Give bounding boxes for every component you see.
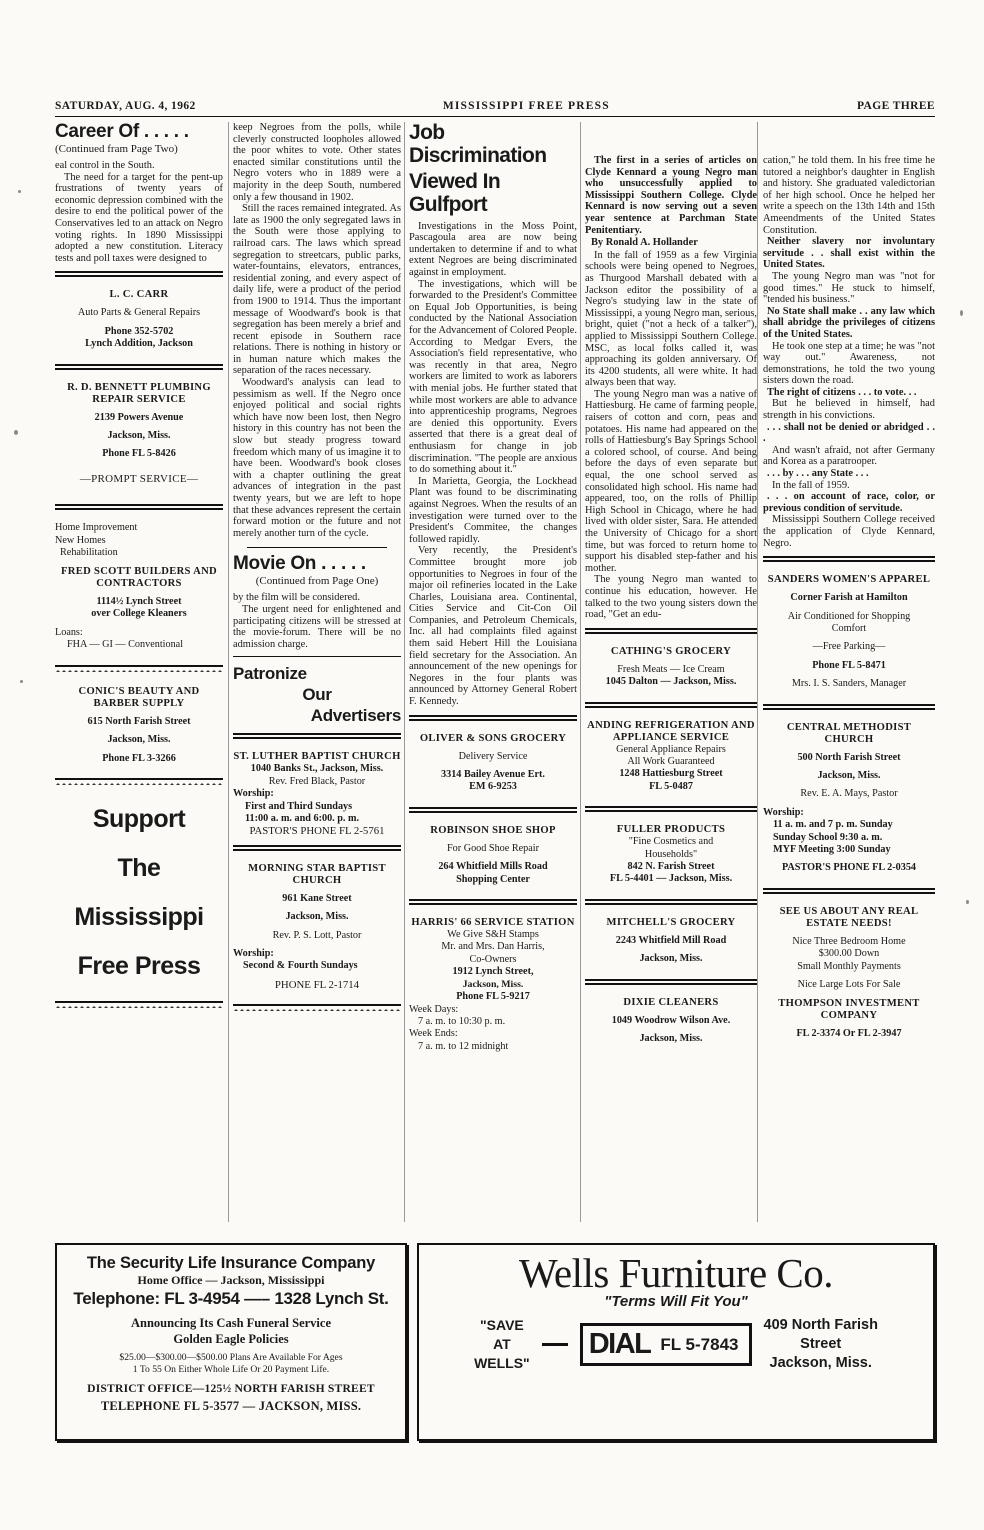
ad-address-line: 409 North Farish (763, 1317, 878, 1333)
ad-worship-line: MYF Meeting 3:00 Sunday (773, 844, 891, 856)
ad-company-name: THOMPSON INVESTMENT COMPANY (778, 997, 920, 1021)
career-of-body (55, 160, 223, 264)
ad-rule-wavy (55, 665, 223, 672)
ad-line-bold: 1045 Dalton — Jackson, Miss. (605, 676, 737, 688)
ad-name: SANDERS WOMEN'S APPAREL (767, 574, 931, 586)
ad-announce-line-1: Announcing Its Cash Funeral Service (130, 1316, 332, 1330)
ad-announce-line-2: Golden Eagle Policies (173, 1331, 289, 1346)
scan-speck (960, 310, 963, 316)
ad-rule (409, 807, 577, 812)
ad-rule (585, 628, 757, 633)
jd-para-3: Very recently, the President's Committee brought more job opportunities to Negroes in four of the major oil refineries located in the Lake Charles, Louisiana area. Continental, Cities Service and Cit-Con Oil Companies, and Petroleum Chemicals, Inc. all had complaints filed against them said Hebert Hill the Louisiana field secretary for the Association. An announcement of the new openings for Negores in the four plants was announced by Attorney General Robert F. Kennedy. (409, 545, 577, 708)
ad-line: Households" (644, 848, 698, 860)
ad-tagline: —PROMPT SERVICE— (79, 472, 199, 485)
ad-save-line: AT (493, 1336, 511, 1352)
ad-dixie-cleaners (585, 991, 757, 1046)
house-ad-rule-bottom (55, 1001, 223, 1008)
ad-conics-beauty (55, 680, 223, 771)
ad-worship-line: 11 a. m. and 7 p. m. Sunday (773, 819, 893, 831)
ad-oliver-sons-grocery (409, 727, 577, 800)
ad-line: General Appliance Repairs (616, 743, 726, 755)
ad-name: ANDING REFRIGERATION AND APPLIANCE SERVICE (587, 719, 755, 743)
scan-speck (20, 680, 23, 683)
masthead-rule (55, 116, 935, 117)
ad-fine-print-1: $25.00—$300.00—$500.00 Plans Are Available For Ages (119, 1352, 343, 1363)
patronize-our-advertisers (233, 663, 401, 726)
ad-line-bold: 264 Whitfield Mills Road (438, 861, 548, 873)
bottom-ad-row (55, 1243, 935, 1453)
scan-speck (14, 430, 18, 435)
kennard-body-col4 (585, 155, 757, 621)
ad-line: For Good Shoe Repair (447, 842, 539, 854)
ad-rule (585, 806, 757, 811)
ad-line: Mr. and Mrs. Dan Harris, (441, 941, 545, 953)
ad-rule (55, 504, 223, 509)
ad-line-bold: Phone FL 5-8426 (102, 448, 176, 460)
ad-line-bold: 1114½ Lynch Street (96, 595, 182, 607)
scan-speck (18, 190, 21, 193)
ad-worship-line: First and Third Sundays (245, 800, 353, 812)
jd-para-2: In Marietta, Georgia, the Lockhead Plant was found to be discriminating against Negroes. When the results of an investigation were turned over to the President's Commitee, the changes followed rapidly. (409, 475, 577, 545)
ad-line-bold: FL 5-0487 (649, 780, 693, 792)
column-divider-2 (404, 122, 405, 1222)
ad-line: Rev. Fred Black, Pastor (268, 775, 366, 787)
ad-line-bold: 2243 Whitfield Mill Road (615, 934, 727, 946)
ad-title: The Security Life Insurance Company (86, 1254, 376, 1272)
kennard-c5-para-0: cation," he told them. In his free time he tutored a neighbor's daughter in English and history. She graduated valedictorian of her high school. Once he helped her write a speech on the 13th 14th and 15th Ameendments of the United States Constitution. (763, 155, 935, 236)
ad-name: FULLER PRODUCTS (616, 824, 726, 836)
ad-save-line: WELLS" (474, 1355, 530, 1371)
ad-line-bold: Phone FL 3-3266 (102, 752, 176, 764)
column-grid (55, 122, 935, 1222)
ad-pastor-phone: PASTOR'S PHONE FL 2-5761 (249, 825, 385, 838)
ad-rule (585, 979, 757, 984)
column-divider-4 (757, 122, 758, 1222)
kennard-c5-para-2: He took one step at a time; he was "not way out." Awareness, not demonstrations, he told the two young sisters down the road. (763, 340, 935, 387)
kennard-amendment-5: . . . by . . . any State . . . (767, 468, 869, 480)
ad-name: R. D. BENNETT PLUMBING REPAIR SERVICE (67, 381, 211, 405)
ad-line-bold: 1912 Lynch Street, (452, 966, 534, 978)
ad-manager: Mrs. I. S. Sanders, Manager (791, 678, 907, 690)
ad-line-bold: EM 6-9253 (469, 781, 517, 793)
masthead-date: SATURDAY, AUG. 4, 1962 (55, 100, 196, 112)
ad-worship-label: Worship: (233, 947, 274, 959)
ad-worship-label: Worship: (233, 788, 274, 800)
column-divider-1 (228, 122, 229, 1222)
ad-line: Delivery Service (458, 750, 528, 762)
ad-slogan: "Terms Will Fit You" (604, 1293, 748, 1310)
ad-line-bold: Jackson, Miss. (285, 911, 349, 923)
patronize-rule-bottom (233, 733, 401, 738)
ad-dial-word: DIAL (588, 1328, 651, 1360)
ad-central-methodist-church (763, 716, 935, 881)
ad-cathings-grocery (585, 640, 757, 695)
ad-morning-star-baptist-church (233, 857, 401, 997)
ad-address-line: Jackson, Miss. (769, 1355, 872, 1371)
ad-rule (585, 702, 757, 707)
ad-harris-66-service-station (409, 911, 577, 1053)
ad-pastor-phone: PASTOR'S PHONE FL 2-0354 (781, 862, 917, 874)
column-3 (409, 122, 577, 1222)
ad-mitchells-grocery (585, 911, 757, 972)
kennard-c5-para-5: In the fall of 1959. (772, 479, 850, 491)
kennard-c5-para-3: But he believed in himself, had strength in his convictions. (763, 398, 935, 422)
kennard-c5-para-1: The young Negro man was "not for good times." He stuck to himself, "tended his business." (763, 270, 935, 306)
house-ad-rule (55, 778, 223, 785)
ad-phone: FL 2-3374 Or FL 2-3947 (796, 1027, 902, 1039)
movie-on-body (233, 592, 401, 650)
ad-robinson-shoe-shop (409, 819, 577, 892)
ad-rule (55, 271, 223, 276)
ad-free-parking: —Free Parking— (812, 641, 886, 653)
ad-dial-number: FL 5-7843 (660, 1334, 739, 1354)
kennard-lead: The first in a series of articles on Clyde Kennard a young Negro man who unsuccessfully applied to Mississippi Southern College. Clyde Kennard is now serving out a seven year sentence at Parchman State Penitentiary. (585, 155, 757, 236)
career-para-1: The need for a target for the pent-up frustrations of twenty years of economic depression combined with the desire to end the political power of the Conservatives led to an attack on Negro voting rights. In 1890 Mississippi adopted a new constitution. Literacy tests and poll taxes were designed to (55, 171, 223, 264)
ad-name: HARRIS' 66 SERVICE STATION (411, 917, 575, 929)
job-discrimination-body (409, 221, 577, 708)
ad-dial-box (580, 1323, 752, 1366)
kennard-para-0: In the fall of 1959 as a few Virginia schools were being opened to Negroes, as Thurgood Marshall debated with a Jackson editor the possibility of a Negro's studying law in the state of Mississippi, a young Negro man, serious, bright, quiet ("not a heck of a talker"), applied to Mississippi Southern College. MSC, as local folks called it, was approaching its golden anniversary. Of its 4200 students, all were white. It had always been that way. (585, 249, 757, 389)
ad-rule (233, 845, 401, 850)
ad-line-bold: 961 Kane Street (282, 892, 352, 904)
ad-line-bold: Jackson, Miss. (107, 734, 171, 746)
ad-loans-label: Loans: (55, 626, 83, 638)
masthead (55, 96, 935, 116)
house-ad-line: Free Press (77, 952, 201, 981)
ad-rule (763, 556, 935, 561)
ad-pastor-phone: PHONE FL 2-1714 (274, 978, 360, 991)
ad-line-bold: FL 5-4401 — Jackson, Miss. (609, 873, 733, 885)
ad-wells-furniture (417, 1243, 935, 1441)
ad-st-luther-baptist-church (233, 745, 401, 837)
ad-line-bold: Jackson, Miss. (639, 1033, 703, 1045)
ad-line-bold: Jackson, Miss. (639, 953, 703, 965)
kennard-byline: By Ronald A. Hollander (591, 237, 698, 249)
ad-rule (585, 899, 757, 904)
ad-line-bold: Corner Farish at Hamilton (790, 592, 908, 604)
kennard-amendment-4: . . . shall not be denied or abridged . . . (763, 421, 935, 445)
ad-hours-line: Week Days: (409, 1003, 459, 1015)
ad-line-bold: over College Kleaners (91, 608, 187, 620)
ad-line: Auto Parts & General Repairs (77, 307, 201, 319)
ad-line-bold: Jackson, Miss. (817, 770, 881, 782)
jd-para-0: Investigations in the Moss Point, Pascagoula area are now being undertaken to determine if and to what extent Negroes are being discriminated against in employment. (409, 220, 577, 279)
movie-para-0: by the film will be considered. (233, 592, 360, 604)
ad-name: ROBINSON SHOE SHOP (430, 824, 556, 836)
ad-line: Rev. P. S. Lott, Pastor (272, 929, 362, 941)
ad-line: Nice Large Lots For Sale (797, 979, 901, 991)
scan-speck (966, 900, 969, 904)
ad-name: DIXIE CLEANERS (623, 996, 719, 1008)
ad-fine-print-2: 1 To 55 On Either Whole Life Or 20 Payment Life. (132, 1364, 330, 1375)
ad-save-at-wells (474, 1316, 530, 1373)
ad-lc-carr (55, 283, 223, 356)
ad-line-bold: 842 N. Farish Street (627, 861, 715, 872)
ad-name: CENTRAL METHODIST CHURCH (786, 721, 912, 745)
kennard-amendment-3: The right of citizens . . . to vote. . . (767, 386, 917, 398)
patronize-line: Our (302, 685, 332, 705)
column-1 (55, 122, 223, 1222)
kennard-body-col5 (763, 155, 935, 549)
ad-rule (763, 704, 935, 709)
ad-line: Rehabilitation (60, 547, 118, 559)
ad-fuller-products (585, 818, 757, 892)
ad-store-name: Wells Furniture Co. (518, 1250, 834, 1296)
ad-name: MITCHELL'S GROCERY (606, 916, 736, 928)
ad-address-line: Street (800, 1336, 842, 1352)
ad-loans-types: FHA — GI — Conventional (67, 639, 184, 651)
ad-fred-scott-builders (55, 516, 223, 658)
ad-line-bold: 500 North Farish Street (797, 751, 901, 763)
movie-on-continued: (Continued from Page One) (255, 575, 379, 588)
ad-worship-label: Worship: (763, 806, 804, 818)
ad-line-bold: Jackson, Miss. (107, 429, 171, 441)
career-of-continued: (Continued fram Page Two) (55, 142, 178, 155)
movie-on-headline: Movie On . . . . . (233, 553, 366, 575)
ad-line: Nice Three Bedroom Home (792, 935, 906, 947)
house-ad-line: Mississippi (74, 903, 204, 932)
ad-line: All Work Guaranteed (627, 755, 715, 767)
house-ad-line: The (117, 854, 161, 883)
ad-line-bold: Jackson, Miss. (462, 978, 524, 990)
ad-subtitle: Home Office — Jackson, Mississippi (137, 1273, 325, 1287)
column-divider-3 (580, 122, 581, 1222)
jd-para-1: The investigations, which will be forwarded to the President's Committee on Equal Job Opportunities, is being conducted by the National Association for the Advancement of Colored People. According to Medgar Evers, the Association's field representative, who was recently in that area, Negro workers are limited to work as laborers with menial jobs. He further stated that while most workers are able to advance into apprenticeship programs, Negroes are denied this opportunity. Evers asserted that there is a great deal of enthusiasm for change in job discrimination. "The people are anxious to do something about it." (409, 278, 577, 476)
ad-line: "Fine Cosmetics and (628, 836, 714, 848)
ad-save-line: "SAVE (480, 1317, 524, 1333)
ad-line: We Give S&H Stamps (447, 929, 539, 941)
job-discrimination-headline-line2: Viewed In Gulfport (409, 170, 501, 217)
ad-line: Air Conditioned for Shopping (787, 610, 911, 622)
ad-name: SEE US ABOUT ANY REAL ESTATE NEEDS! (779, 905, 919, 929)
ad-line-bold: Phone 352-5702 (104, 325, 174, 337)
ad-line-bold: 1040 Banks St., Jackson, Miss. (250, 763, 384, 775)
ad-line-bold: Phone FL 5-9217 (456, 991, 530, 1003)
ad-line: Comfort (831, 623, 867, 634)
ad-worship-line: 11:00 a. m. and 6:00. p. m. (245, 812, 360, 824)
career-of-body-cont (233, 122, 401, 539)
ad-rd-bennett-plumbing (55, 376, 223, 498)
ad-line: $300.00 Down (818, 948, 880, 960)
career-para-0: eal control in the South. (55, 159, 155, 171)
ad-rule-wavy (233, 1004, 401, 1011)
ad-thompson-investment (763, 900, 935, 1040)
patronize-rule-top (233, 656, 401, 657)
masthead-paper-name: MISSISSIPPI FREE PRESS (442, 100, 610, 112)
ad-hours-line: 7 a. m. to 10:30 p. m. (418, 1015, 506, 1027)
ad-line-bold: 3314 Bailey Avenue Ert. (441, 769, 545, 781)
ad-name: FRED SCOTT BUILDERS AND CONTRACTORS (61, 565, 217, 589)
column-2 (233, 122, 401, 1222)
patronize-line: Patronize (233, 664, 307, 684)
kennard-amendment-1: Neither slavery nor involuntary servitude . . shall exist within the United States. (763, 236, 935, 271)
ad-worship-line: Second & Fourth Sundays (243, 960, 358, 972)
career-para-3: Still the races remained integrated. As late as 1900 the only segregated laws in the South were those applying to railroad cars. The laws which spread segregation to streetcars, public parks, water-fountains, elevators, entrances, residential zoning, and every aspect of daily life, were a product of the period from 1900 to 1914. Thus the important message of Woodward's book is that segregation has been merely a brief and recent episode in Southern race relations. There is nothing in history or in human nature which makes the separation of the races necessary. (233, 203, 401, 377)
ad-line-bold: Shopping Center (456, 873, 530, 885)
ad-line: Co-Owners (469, 953, 517, 965)
ad-telephone-address: Telephone: FL 3-4954 —– 1328 Lynch St. (73, 1289, 389, 1308)
kennard-amendment-2: No State shall make . . any law which shall abridge the privileges of citizens of the United States. (763, 305, 935, 340)
ad-line: Rev. E. A. Mays, Pastor (800, 788, 898, 800)
column-5 (763, 122, 935, 1222)
ad-worship-line: Sunday School 9:30 a. m. (773, 831, 883, 843)
ad-line: Fresh Meats — Ice Cream (617, 663, 725, 675)
house-ad-line: Support (92, 805, 186, 834)
kennard-c5-para-6: Mississippi Southern College received the application of Clyde Kennard, Negro. (763, 514, 935, 549)
ad-line-bold: Lynch Addition, Jackson (85, 338, 193, 350)
ad-name: CATHING'S GROCERY (610, 645, 732, 657)
masthead-page-number: PAGE THREE (856, 100, 935, 112)
job-discrimination-headline-line1: Job Discrimination (409, 122, 547, 167)
ad-anding-refrigeration (585, 714, 757, 800)
ad-name: L. C. CARR (109, 289, 169, 301)
ad-phone: Phone FL 5-8471 (812, 659, 886, 671)
ad-sanders-womens-apparel (763, 568, 935, 696)
ad-name: CONIC'S BEAUTY AND BARBER SUPPLY (78, 685, 200, 709)
ad-name: MORNING STAR BAPTIST CHURCH (248, 862, 386, 886)
ad-rule (763, 888, 935, 893)
ad-hours-line: 7 a. m. to 12 midnight (418, 1040, 509, 1052)
ad-line-bold: 2139 Powers Avenue (94, 411, 184, 423)
story-divider (247, 547, 387, 548)
kennard-para-2: The young Negro man wanted to continue his education, however. He talked to the two young sisters down the road, "Get an edu- (585, 574, 757, 621)
career-of-headline: Career Of . . . . . (55, 122, 189, 142)
ad-name: ST. LUTHER BAPTIST CHURCH (233, 751, 401, 763)
ad-line: New Homes (55, 534, 106, 546)
career-para-4: Woodward's analysis can lead to pessimism as well. If the Negro once enjoyed political and social rights which have now been lost, then Negro history in this country has not been the slow but steady progress toward freedom which many of us imagine it to have been. Woodward's book closes with a chapter outlining the great advances of integration in the past twenty years, but we are left to hope that these advances represent the certain forward motion or the future and not merely another turn of the cycle. (233, 377, 401, 539)
ad-rule (55, 364, 223, 369)
career-para-2: keep Negroes from the polls, while cleverly constructed loopholes allowed the poor whites to vote. Other states enacted similar constitutions until the Negro voters who in 1889 were a majority in the deep South, numbered only a few thousand in 1902. (233, 122, 401, 203)
ad-line: Small Monthly Payments (797, 960, 901, 972)
ad-line-bold: 1049 Woodrow Wilson Ave. (611, 1014, 731, 1026)
ad-district-office: DISTRICT OFFICE—125½ NORTH FARISH STREET (87, 1382, 375, 1395)
ad-rule (409, 899, 577, 904)
patronize-line: Advertisers (310, 706, 401, 726)
ad-line-bold: 615 North Farish Street (87, 715, 191, 727)
ad-phone-jackson: TELEPHONE FL 5-3577 — JACKSON, MISS. (100, 1399, 362, 1413)
column-4 (585, 122, 757, 1222)
kennard-amendment-6: . . . on account of race, color, or previous condition of servitude. (763, 491, 935, 514)
ad-line: Home Improvement (55, 522, 138, 534)
ad-line-bold: 1248 Hattiesburg Street (619, 768, 723, 780)
ad-dash-rule (542, 1343, 568, 1346)
ad-address-block (764, 1316, 878, 1373)
house-ad-support-mfp (55, 805, 223, 981)
movie-para-1: The urgent need for enlightened and participating citizens will be stressed at the movie-forum. There will be no admission charge. (233, 603, 401, 650)
ad-hours-line: Week Ends: (409, 1028, 458, 1040)
ad-name: OLIVER & SONS GROCERY (419, 732, 567, 744)
ad-security-life-insurance (55, 1243, 407, 1441)
kennard-c5-para-4: And wasn't afraid, not after Germany and Korea as a paratrooper. (763, 444, 935, 468)
ad-rule (409, 715, 577, 720)
kennard-para-1: The young Negro man was a native of Hattiesburg. He came of farming people, raisers of cotton and corn, peas and potatoes. His name had appeared on the rolls of Hattiesburg's Bay Springs School a colored school, of course. And being before the days of even separate but equal, the one school served as consolidated high school. His name had appeared, too, on the rolls of Phillip High School in Chicago, where he had lived with older sister, Sara. He attended the University of Chicago for a short time, but was forced to return home to support his disabled step-father and his mother. (585, 388, 757, 574)
